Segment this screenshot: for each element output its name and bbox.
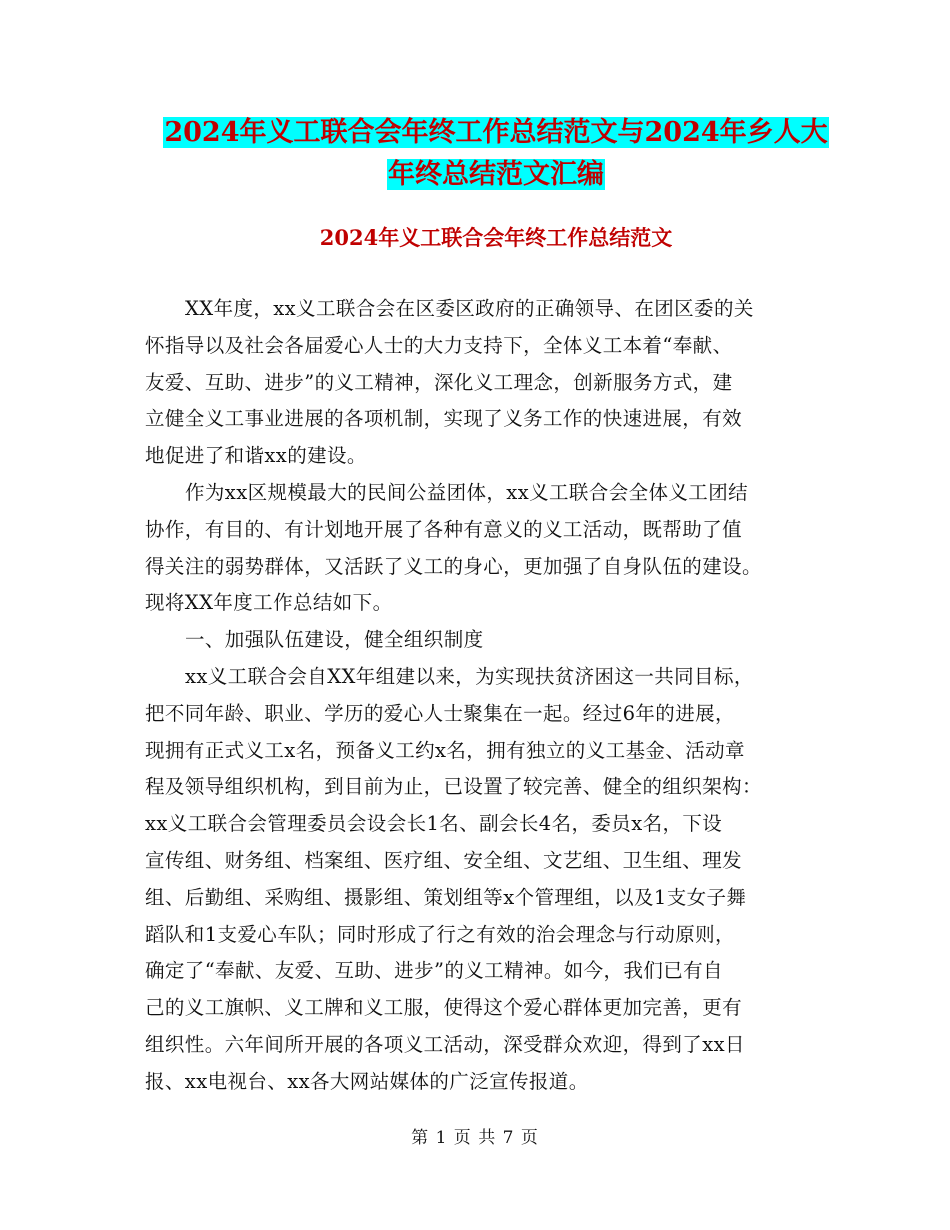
title-line-1 <box>140 112 852 154</box>
paragraph-line: 己的义工旗帜、义工牌和义工服，使得这个爱心群体更加完善，更有 <box>145 996 743 1020</box>
section-heading-1: 一、加强队伍建设，健全组织制度 <box>185 628 484 652</box>
paragraph-line: 立健全义工事业进展的各项机制，实现了义务工作的快速进展，有效 <box>145 407 743 431</box>
paragraph-line: 作为xx区规模最大的民间公益团体，xx义工联合会全体义工团结 <box>185 480 748 504</box>
paragraph-line: 怀指导以及社会各届爱心人士的大力支持下，全体义工本着“奉献、 <box>145 333 733 357</box>
paragraph-line: 现将XX年度工作总结如下。 <box>145 591 393 615</box>
title-line-2 <box>140 154 852 196</box>
paragraph-line: xx义工联合会自XX年组建以来，为实现扶贫济困这一共同目标， <box>185 664 754 688</box>
paragraph-line: 组织性。六年间所开展的各项义工活动，深受群众欢迎，得到了xx日 <box>145 1032 745 1056</box>
paragraph-line: xx义工联合会管理委员会设会长1名、副会长4名，委员x名，下设 <box>145 812 723 836</box>
paragraph-line: 得关注的弱势群体，又活跃了义工的身心，更加强了自身队伍的建设。 <box>145 554 762 578</box>
title-highlight-2: 年终总结范文汇编 <box>388 159 604 190</box>
body-text <box>145 291 810 1101</box>
paragraph-line: 宣传组、财务组、档案组、医疗组、安全组、文艺组、卫生组、理发 <box>145 848 743 872</box>
page-footer: 第 1 页 共 7 页 <box>411 1128 539 1148</box>
paragraph-line: XX年度，xx义工联合会在区委区政府的正确领导、在团区委的关 <box>185 297 754 320</box>
paragraph-line: 地促进了和谐xx的建设。 <box>145 444 367 468</box>
paragraph-line: 组、后勤组、采购组、摄影组、策划组等x个管理组，以及1支女子舞 <box>145 885 747 909</box>
paragraph-line: 现拥有正式义工x名，预备义工约x名，拥有独立的义工基金、活动章 <box>145 738 745 762</box>
paragraph-line: 程及领导组织机构，到目前为止，已设置了较完善、健全的组织架构： <box>145 775 762 799</box>
section-title: 2024年义工联合会年终工作总结范文 <box>319 225 673 250</box>
paragraph-line: 报、xx电视台、xx各大网站媒体的广泛宣传报道。 <box>145 1069 589 1093</box>
paragraph-line: 友爱、互助、进步”的义工精神，深化义工理念，创新服务方式，建 <box>145 370 733 394</box>
document-title <box>140 112 852 196</box>
paragraph-line: 把不同年龄、职业、学历的爱心人士聚集在一起。经过6年的进展， <box>145 701 735 725</box>
title-highlight-1: 2024年义工联合会年终工作总结范文与2024年乡人大 <box>164 117 828 148</box>
paragraph-line: 蹈队和1支爱心车队；同时形成了行之有效的治会理念与行动原则， <box>145 922 735 946</box>
paragraph-line: 确定了“奉献、友爱、互助、进步”的义工精神。如今，我们已有自 <box>145 959 723 983</box>
paragraph-line: 协作，有目的、有计划地开展了各种有意义的义工活动，既帮助了值 <box>145 517 743 541</box>
